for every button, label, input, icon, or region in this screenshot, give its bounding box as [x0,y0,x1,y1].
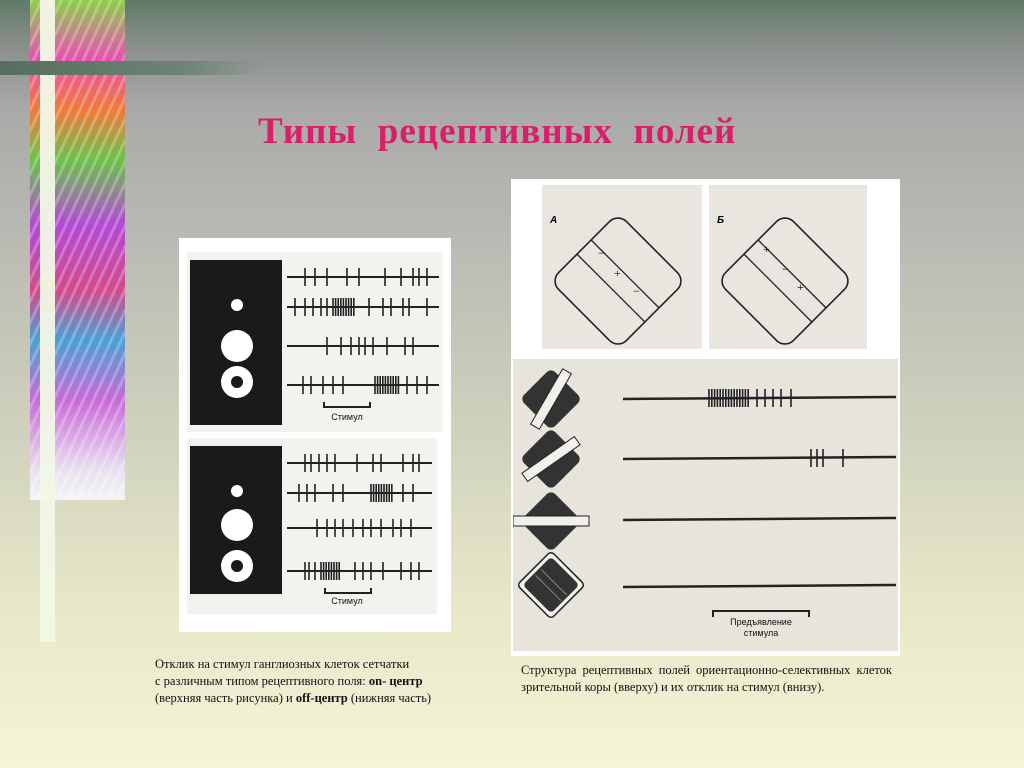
on-center-diagram [187,252,443,432]
right-caption: Структура рецептивных полей ориентационно-селективных клеток зрительной коры (вверху) и их отклик на стимул (внизу). [521,663,892,694]
stimulus-label-bottom: Стимул [331,596,363,606]
svg-text:+: + [614,266,621,280]
stimulus-label-top: Стимул [331,412,363,422]
off-center-diagram [187,438,437,614]
decorative-horizontal-bar [0,61,262,75]
cell-3 [513,490,589,552]
left-caption [155,656,495,707]
slide-title: Типы рецептивных полей [258,111,737,152]
presentation-label-line2: стимула [743,628,779,638]
left-caption-line1: Отклик на стимул ганглиозных клеток сетчатки [155,657,410,671]
orientation-response-figure [513,359,898,651]
cell-4 [517,551,585,619]
svg-text:−: − [782,262,789,276]
receptive-field-a [542,185,702,349]
svg-text:−: − [598,246,605,260]
svg-text:+: + [763,242,770,256]
presentation-label-line1: Предъявление [730,617,792,627]
receptive-field-b [709,185,867,349]
off-center-term: off-центр [295,691,348,705]
right-figure-panel [511,179,900,656]
cell-2 [520,428,582,490]
left-figure-panel [179,238,451,632]
decorative-vertical-bar [40,0,55,642]
label-b: Б [717,215,725,226]
left-caption-line3: (верхняя часть рисунка) и off-центр (нижняя часть) [155,691,432,705]
on-center-figure [187,252,443,432]
off-center-figure [187,438,437,614]
svg-text:+: + [797,280,804,294]
label-a: А [550,215,558,226]
cell-1 [520,368,582,430]
left-caption-line2: с различным типом рецептивного поля: on- центр [155,674,423,688]
svg-text:−: − [633,284,640,298]
on-center-term: on- центр [368,674,423,688]
